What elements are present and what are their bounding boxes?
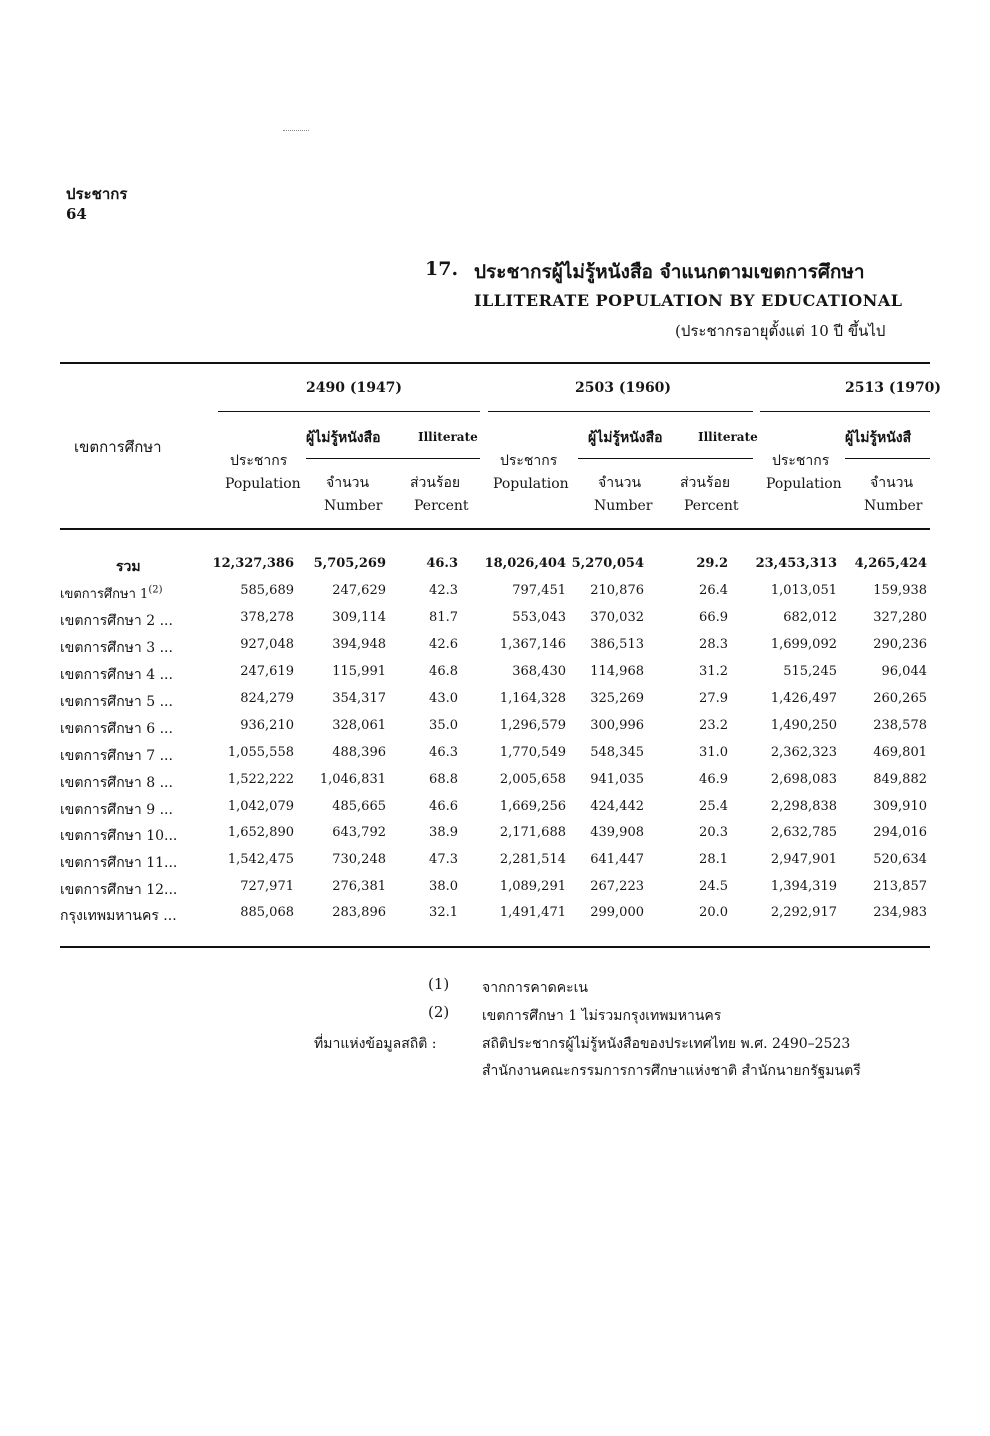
region-label: เขตการศึกษา 1$^{(2)}$ <box>60 584 163 602</box>
illiterate-rule-1960 <box>578 458 753 459</box>
cell: 20.3 <box>699 825 728 840</box>
cell: 1,542,475 <box>227 852 294 867</box>
cell: 1,770,549 <box>499 745 566 760</box>
cell: 485,665 <box>332 799 386 814</box>
table-row <box>60 718 930 738</box>
population-th-1970: ประชากร <box>772 453 830 469</box>
cell: 18,026,404 <box>484 556 566 571</box>
region-label: เขตการศึกษา 5 ... <box>60 694 173 710</box>
population-en-1947: Population <box>225 476 301 492</box>
region-label: เขตการศึกษา 4 ... <box>60 667 173 683</box>
cell: 643,792 <box>332 825 386 840</box>
cell: 885,068 <box>240 905 294 920</box>
cell: 936,210 <box>240 718 294 733</box>
table-row <box>60 905 930 925</box>
source-line-2: สำนักงานคณะกรรมการการศึกษาแห่งชาติ สำนักนายกรัฐมนตรี <box>482 1063 861 1079</box>
cell: 31.2 <box>699 664 728 679</box>
table-row <box>60 637 930 657</box>
cell: 515,245 <box>783 664 837 679</box>
footnote-2-text: เขตการศึกษา 1 ไม่รวมกรุงเทพมหานคร <box>482 1008 722 1024</box>
cell: 370,032 <box>590 610 644 625</box>
table-row <box>60 691 930 711</box>
year-1970: 2513 (1970) <box>845 380 942 396</box>
cell: 424,442 <box>590 799 644 814</box>
cell: 2,698,083 <box>770 772 837 787</box>
table-number: 17. <box>425 258 459 280</box>
cell: 68.8 <box>429 772 458 787</box>
cell: 238,578 <box>873 718 927 733</box>
cell: 1,296,579 <box>499 718 566 733</box>
region-label: เขตการศึกษา 6 ... <box>60 721 173 737</box>
cell: 276,381 <box>332 879 386 894</box>
region-label: เขตการศึกษา 10... <box>60 828 178 844</box>
region-label: เขตการศึกษา 11... <box>60 855 178 871</box>
region-header: เขตการศึกษา <box>74 438 162 456</box>
illiterate-th-1960: ผู้ไม่รู้หนังสือ <box>588 430 663 446</box>
cell: 210,876 <box>590 583 644 598</box>
population-en-1960: Population <box>493 476 569 492</box>
number-th-1947: จำนวน <box>326 475 370 491</box>
population-th-1947: ประชากร <box>230 453 288 469</box>
cell: 730,248 <box>332 852 386 867</box>
population-en-1970: Population <box>766 476 842 492</box>
cell: 31.0 <box>699 745 728 760</box>
cell: 327,280 <box>873 610 927 625</box>
page-number: 64 <box>66 205 87 223</box>
cell: 386,513 <box>590 637 644 652</box>
cell: 469,801 <box>873 745 927 760</box>
cell: 824,279 <box>240 691 294 706</box>
cell: 2,632,785 <box>770 825 837 840</box>
region-label: กรุงเทพมหานคร ... <box>60 908 177 924</box>
cell: 849,882 <box>873 772 927 787</box>
cell: 260,265 <box>873 691 927 706</box>
cell: 2,362,323 <box>770 745 837 760</box>
cell: 38.9 <box>429 825 458 840</box>
percent-th-1947: ส่วนร้อย <box>410 475 461 491</box>
year-1960: 2503 (1960) <box>575 380 672 396</box>
table-bottom-rule <box>60 946 930 948</box>
illiterate-en-1947: Illiterate <box>418 430 478 444</box>
cell: 247,619 <box>240 664 294 679</box>
cell: 26.4 <box>699 583 728 598</box>
cell: 46.9 <box>699 772 728 787</box>
cell: 46.3 <box>426 556 458 571</box>
population-th-1960: ประชากร <box>500 453 558 469</box>
cell: 283,896 <box>332 905 386 920</box>
cell: 927,048 <box>240 637 294 652</box>
cell: 12,327,386 <box>212 556 294 571</box>
number-th-1960: จำนวน <box>598 475 642 491</box>
cell: 325,269 <box>590 691 644 706</box>
table-row <box>60 879 930 899</box>
cell: 394,948 <box>332 637 386 652</box>
cell: 46.8 <box>429 664 458 679</box>
cell: 24.5 <box>699 879 728 894</box>
cell: 1,394,319 <box>770 879 837 894</box>
region-label: เขตการศึกษา 3 ... <box>60 640 173 656</box>
cell: 290,236 <box>873 637 927 652</box>
cell: 213,857 <box>873 879 927 894</box>
cell: 1,013,051 <box>770 583 837 598</box>
cell: 159,938 <box>873 583 927 598</box>
cell: 115,991 <box>332 664 386 679</box>
illiterate-rule-1970 <box>845 458 930 459</box>
table-subtitle: (ประชากรอายุตั้งแต่ 10 ปี ขึ้นไป <box>675 322 886 340</box>
cell: 1,089,291 <box>499 879 566 894</box>
table-row <box>60 745 930 765</box>
cell: 941,035 <box>590 772 644 787</box>
region-label: เขตการศึกษา 12... <box>60 882 178 898</box>
cell: 114,968 <box>590 664 644 679</box>
cell: 2,171,688 <box>499 825 566 840</box>
table-row <box>60 799 930 819</box>
footnote-2-mark: (2) <box>428 1003 450 1021</box>
cell: 5,705,269 <box>313 556 386 571</box>
year-rule-1960 <box>488 411 753 412</box>
cell: 27.9 <box>699 691 728 706</box>
cell: 1,055,558 <box>227 745 294 760</box>
cell: 267,223 <box>590 879 644 894</box>
scan-mark <box>283 130 309 135</box>
cell: 42.6 <box>429 637 458 652</box>
table-row <box>60 825 930 845</box>
table-row <box>60 772 930 792</box>
number-th-1970: จำนวน <box>870 475 914 491</box>
table-header-rule <box>60 528 930 530</box>
cell: 81.7 <box>429 610 458 625</box>
total-label: รวม <box>116 559 141 575</box>
cell: 1,491,471 <box>499 905 566 920</box>
illiterate-th-1947: ผู้ไม่รู้หนังสือ <box>306 430 381 446</box>
number-en-1970: Number <box>864 498 923 514</box>
year-rule-1947 <box>218 411 480 412</box>
cell: 1,164,328 <box>499 691 566 706</box>
source-line-1: สถิติประชากรผู้ไม่รู้หนังสือของประเทศไทย พ.ศ. 2490–2523 <box>482 1036 851 1052</box>
number-en-1960: Number <box>594 498 653 514</box>
region-label: เขตการศึกษา 9 ... <box>60 802 173 818</box>
source-label: ที่มาแห่งข้อมูลสถิติ : <box>314 1036 437 1052</box>
number-en-1947: Number <box>324 498 383 514</box>
table-row <box>60 610 930 630</box>
region-label: เขตการศึกษา 2 ... <box>60 613 173 629</box>
footnote-1-mark: (1) <box>428 975 450 993</box>
percent-en-1947: Percent <box>414 498 469 514</box>
cell: 2,292,917 <box>770 905 837 920</box>
illiterate-th-1970: ผู้ไม่รู้หนังสื <box>845 430 912 446</box>
cell: 328,061 <box>332 718 386 733</box>
cell: 1,699,092 <box>770 637 837 652</box>
total-row <box>60 556 930 576</box>
year-1947: 2490 (1947) <box>306 380 403 396</box>
cell: 1,046,831 <box>319 772 386 787</box>
cell: 23,453,313 <box>755 556 837 571</box>
cell: 47.3 <box>429 852 458 867</box>
table-row <box>60 583 930 603</box>
table-row <box>60 664 930 684</box>
cell: 32.1 <box>429 905 458 920</box>
cell: 1,490,250 <box>770 718 837 733</box>
percent-th-1960: ส่วนร้อย <box>680 475 731 491</box>
cell: 2,298,838 <box>770 799 837 814</box>
footnote-1-text: จากการคาดคะเน <box>482 980 588 996</box>
cell: 46.3 <box>429 745 458 760</box>
cell: 2,005,658 <box>499 772 566 787</box>
cell: 247,629 <box>332 583 386 598</box>
table-title-thai: ประชากรผู้ไม่รู้หนังสือ จำแนกตามเขตการศึกษา <box>474 261 865 283</box>
cell: 96,044 <box>881 664 927 679</box>
cell: 299,000 <box>590 905 644 920</box>
cell: 1,367,146 <box>499 637 566 652</box>
table-title-english: ILLITERATE POPULATION BY EDUCATIONAL <box>474 291 903 310</box>
cell: 354,317 <box>332 691 386 706</box>
cell: 2,281,514 <box>499 852 566 867</box>
cell: 439,908 <box>590 825 644 840</box>
cell: 28.3 <box>699 637 728 652</box>
cell: 797,451 <box>512 583 566 598</box>
cell: 1,426,497 <box>770 691 837 706</box>
cell: 66.9 <box>699 610 728 625</box>
cell: 1,652,890 <box>227 825 294 840</box>
cell: 4,265,424 <box>854 556 927 571</box>
cell: 378,278 <box>240 610 294 625</box>
cell: 38.0 <box>429 879 458 894</box>
table-row <box>60 852 930 872</box>
region-label: เขตการศึกษา 8 ... <box>60 775 173 791</box>
cell: 1,669,256 <box>499 799 566 814</box>
cell: 520,634 <box>873 852 927 867</box>
cell: 641,447 <box>590 852 644 867</box>
illiterate-en-1960: Illiterate <box>698 430 758 444</box>
cell: 35.0 <box>429 718 458 733</box>
cell: 553,043 <box>512 610 566 625</box>
cell: 1,522,222 <box>227 772 294 787</box>
illiterate-rule-1947 <box>306 458 480 459</box>
cell: 309,114 <box>332 610 386 625</box>
cell: 46.6 <box>429 799 458 814</box>
cell: 682,012 <box>783 610 837 625</box>
cell: 309,910 <box>873 799 927 814</box>
year-rule-1970 <box>760 411 930 412</box>
cell: 294,016 <box>873 825 927 840</box>
cell: 5,270,054 <box>571 556 644 571</box>
percent-en-1960: Percent <box>684 498 739 514</box>
cell: 1,042,079 <box>227 799 294 814</box>
cell: 43.0 <box>429 691 458 706</box>
cell: 29.2 <box>696 556 728 571</box>
cell: 234,983 <box>873 905 927 920</box>
cell: 2,947,901 <box>770 852 837 867</box>
cell: 42.3 <box>429 583 458 598</box>
cell: 20.0 <box>699 905 728 920</box>
cell: 25.4 <box>699 799 728 814</box>
cell: 28.1 <box>699 852 728 867</box>
cell: 488,396 <box>332 745 386 760</box>
cell: 548,345 <box>590 745 644 760</box>
cell: 585,689 <box>240 583 294 598</box>
cell: 727,971 <box>240 879 294 894</box>
cell: 23.2 <box>699 718 728 733</box>
region-label: เขตการศึกษา 7 ... <box>60 748 173 764</box>
table-top-rule <box>60 362 930 364</box>
section-title: ประชากร <box>66 185 128 203</box>
cell: 300,996 <box>590 718 644 733</box>
cell: 368,430 <box>512 664 566 679</box>
